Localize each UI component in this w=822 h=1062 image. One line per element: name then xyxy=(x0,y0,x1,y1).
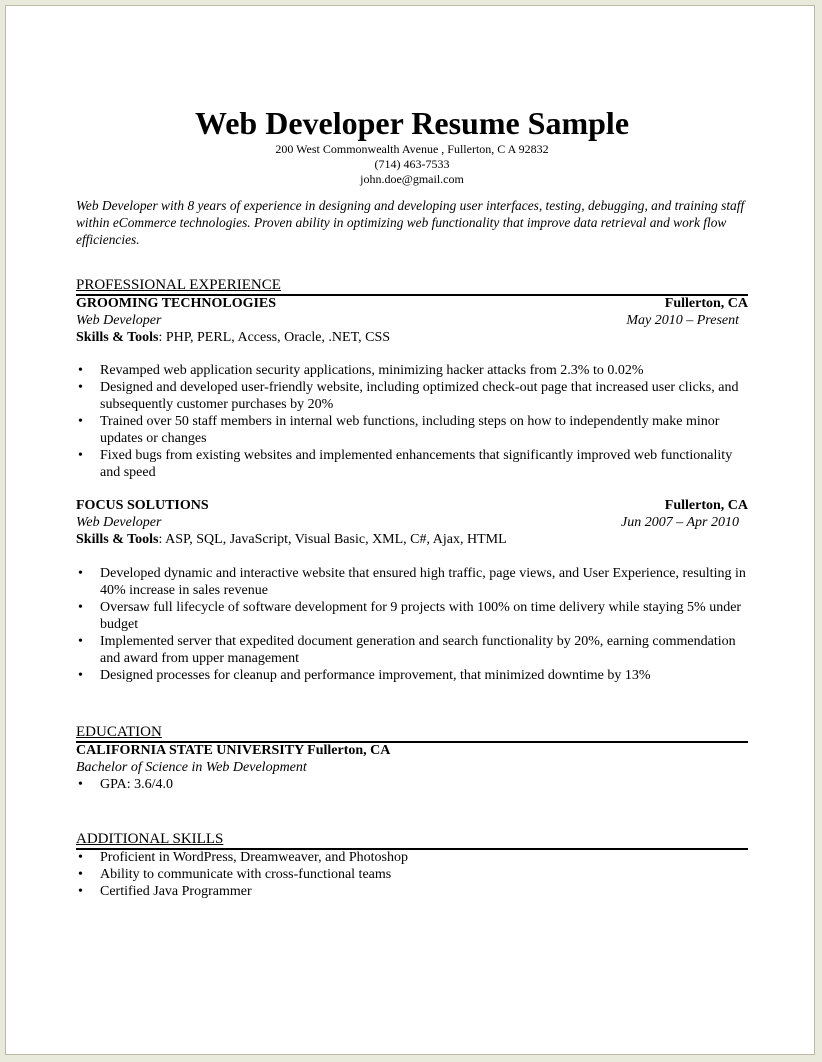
list-item: • Designed processes for cleanup and performance improvement, that minimized downtime by 13% xyxy=(76,667,748,684)
resume-page xyxy=(5,5,815,1055)
list-item: • Designed and developed user-friendly website, including optimized check-out page that increased user clicks, and subsequently customer purchases by 20% xyxy=(76,379,748,413)
degree-text: Bachelor of Science in Web Development xyxy=(76,760,307,775)
list-item: • Ability to communicate with cross-functional teams xyxy=(76,866,748,883)
contact-phone: (714) 463-7533 xyxy=(374,157,450,171)
contact-address: 200 West Commonwealth Avenue , Fullerton, C A 92832 xyxy=(275,142,549,156)
job-role-row xyxy=(76,312,748,329)
skills-label: Skills & Tools xyxy=(76,532,159,547)
list-item: • Proficient in WordPress, Dreamweaver, and Photoshop xyxy=(76,849,748,866)
school-name-text: CALIFORNIA STATE UNIVERSITY Fullerton, CA xyxy=(76,743,391,758)
list-item: • Fixed bugs from existing websites and implemented enhancements that significantly improved web functionality and speed xyxy=(76,447,748,481)
company-name: FOCUS SOLUTIONS xyxy=(76,498,209,513)
job-skills xyxy=(76,329,748,346)
job-bullets xyxy=(76,565,748,684)
job-role: Web Developer xyxy=(76,313,162,328)
list-item: • Developed dynamic and interactive website that ensured high traffic, page views, and User Experience, resulting in 40% increase in sales revenue xyxy=(76,565,748,599)
professional-summary: Web Developer with 8 years of experience in designing and developing user interfaces, testing, debugging, and training staff within eCommerce technologies. Proven ability in optimizing web functionality that improve data retrieval and work flow efficiencies. xyxy=(76,198,745,247)
job-dates: Jun 2007 – Apr 2010 xyxy=(621,515,739,530)
job-header xyxy=(76,295,748,312)
list-item: • Revamped web application security applications, minimizing hacker attacks from 2.3% to 0.02% xyxy=(76,362,748,379)
job-location: Fullerton, CA xyxy=(664,296,748,311)
job-skills xyxy=(76,531,748,548)
contact-email: john.doe@gmail.com xyxy=(360,172,464,186)
job-dates: May 2010 – Present xyxy=(626,313,739,328)
skills-list: : ASP, SQL, JavaScript, Visual Basic, XML, C#, Ajax, HTML xyxy=(158,532,507,547)
experience-heading-text: PROFESSIONAL EXPERIENCE xyxy=(76,277,281,293)
list-item: • Oversaw full lifecycle of software development for 9 projects with 100% on time delivery while staying 5% under budget xyxy=(76,599,748,633)
additional-skills-heading xyxy=(76,831,748,850)
education-heading-text: EDUCATION xyxy=(76,724,162,740)
job-location: Fullerton, CA xyxy=(664,498,748,513)
job-bullets xyxy=(76,362,748,481)
education-heading xyxy=(76,724,748,743)
skills-label: Skills & Tools xyxy=(76,330,159,345)
degree xyxy=(76,759,748,776)
job-role-row xyxy=(76,514,748,531)
company-name: GROOMING TECHNOLOGIES xyxy=(76,296,277,311)
job-role: Web Developer xyxy=(76,515,162,530)
list-item: • Certified Java Programmer xyxy=(76,883,748,900)
additional-skills-heading-text: ADDITIONAL SKILLS xyxy=(76,831,224,847)
job-header xyxy=(76,497,748,514)
list-item: • Trained over 50 staff members in internal web functions, including steps on how to independently make minor updates or changes xyxy=(76,413,748,447)
list-item: • Implemented server that expedited document generation and search functionality by 20%, earning commendation and award from upper management xyxy=(76,633,748,667)
school-name xyxy=(76,742,748,759)
education-bullets xyxy=(76,776,748,793)
skills-list: : PHP, PERL, Access, Oracle, .NET, CSS xyxy=(158,330,391,345)
additional-skills-list xyxy=(76,849,748,900)
list-item: • GPA: 3.6/4.0 xyxy=(76,776,748,793)
resume-title: Web Developer Resume Sample xyxy=(194,105,630,141)
experience-heading xyxy=(76,277,748,296)
